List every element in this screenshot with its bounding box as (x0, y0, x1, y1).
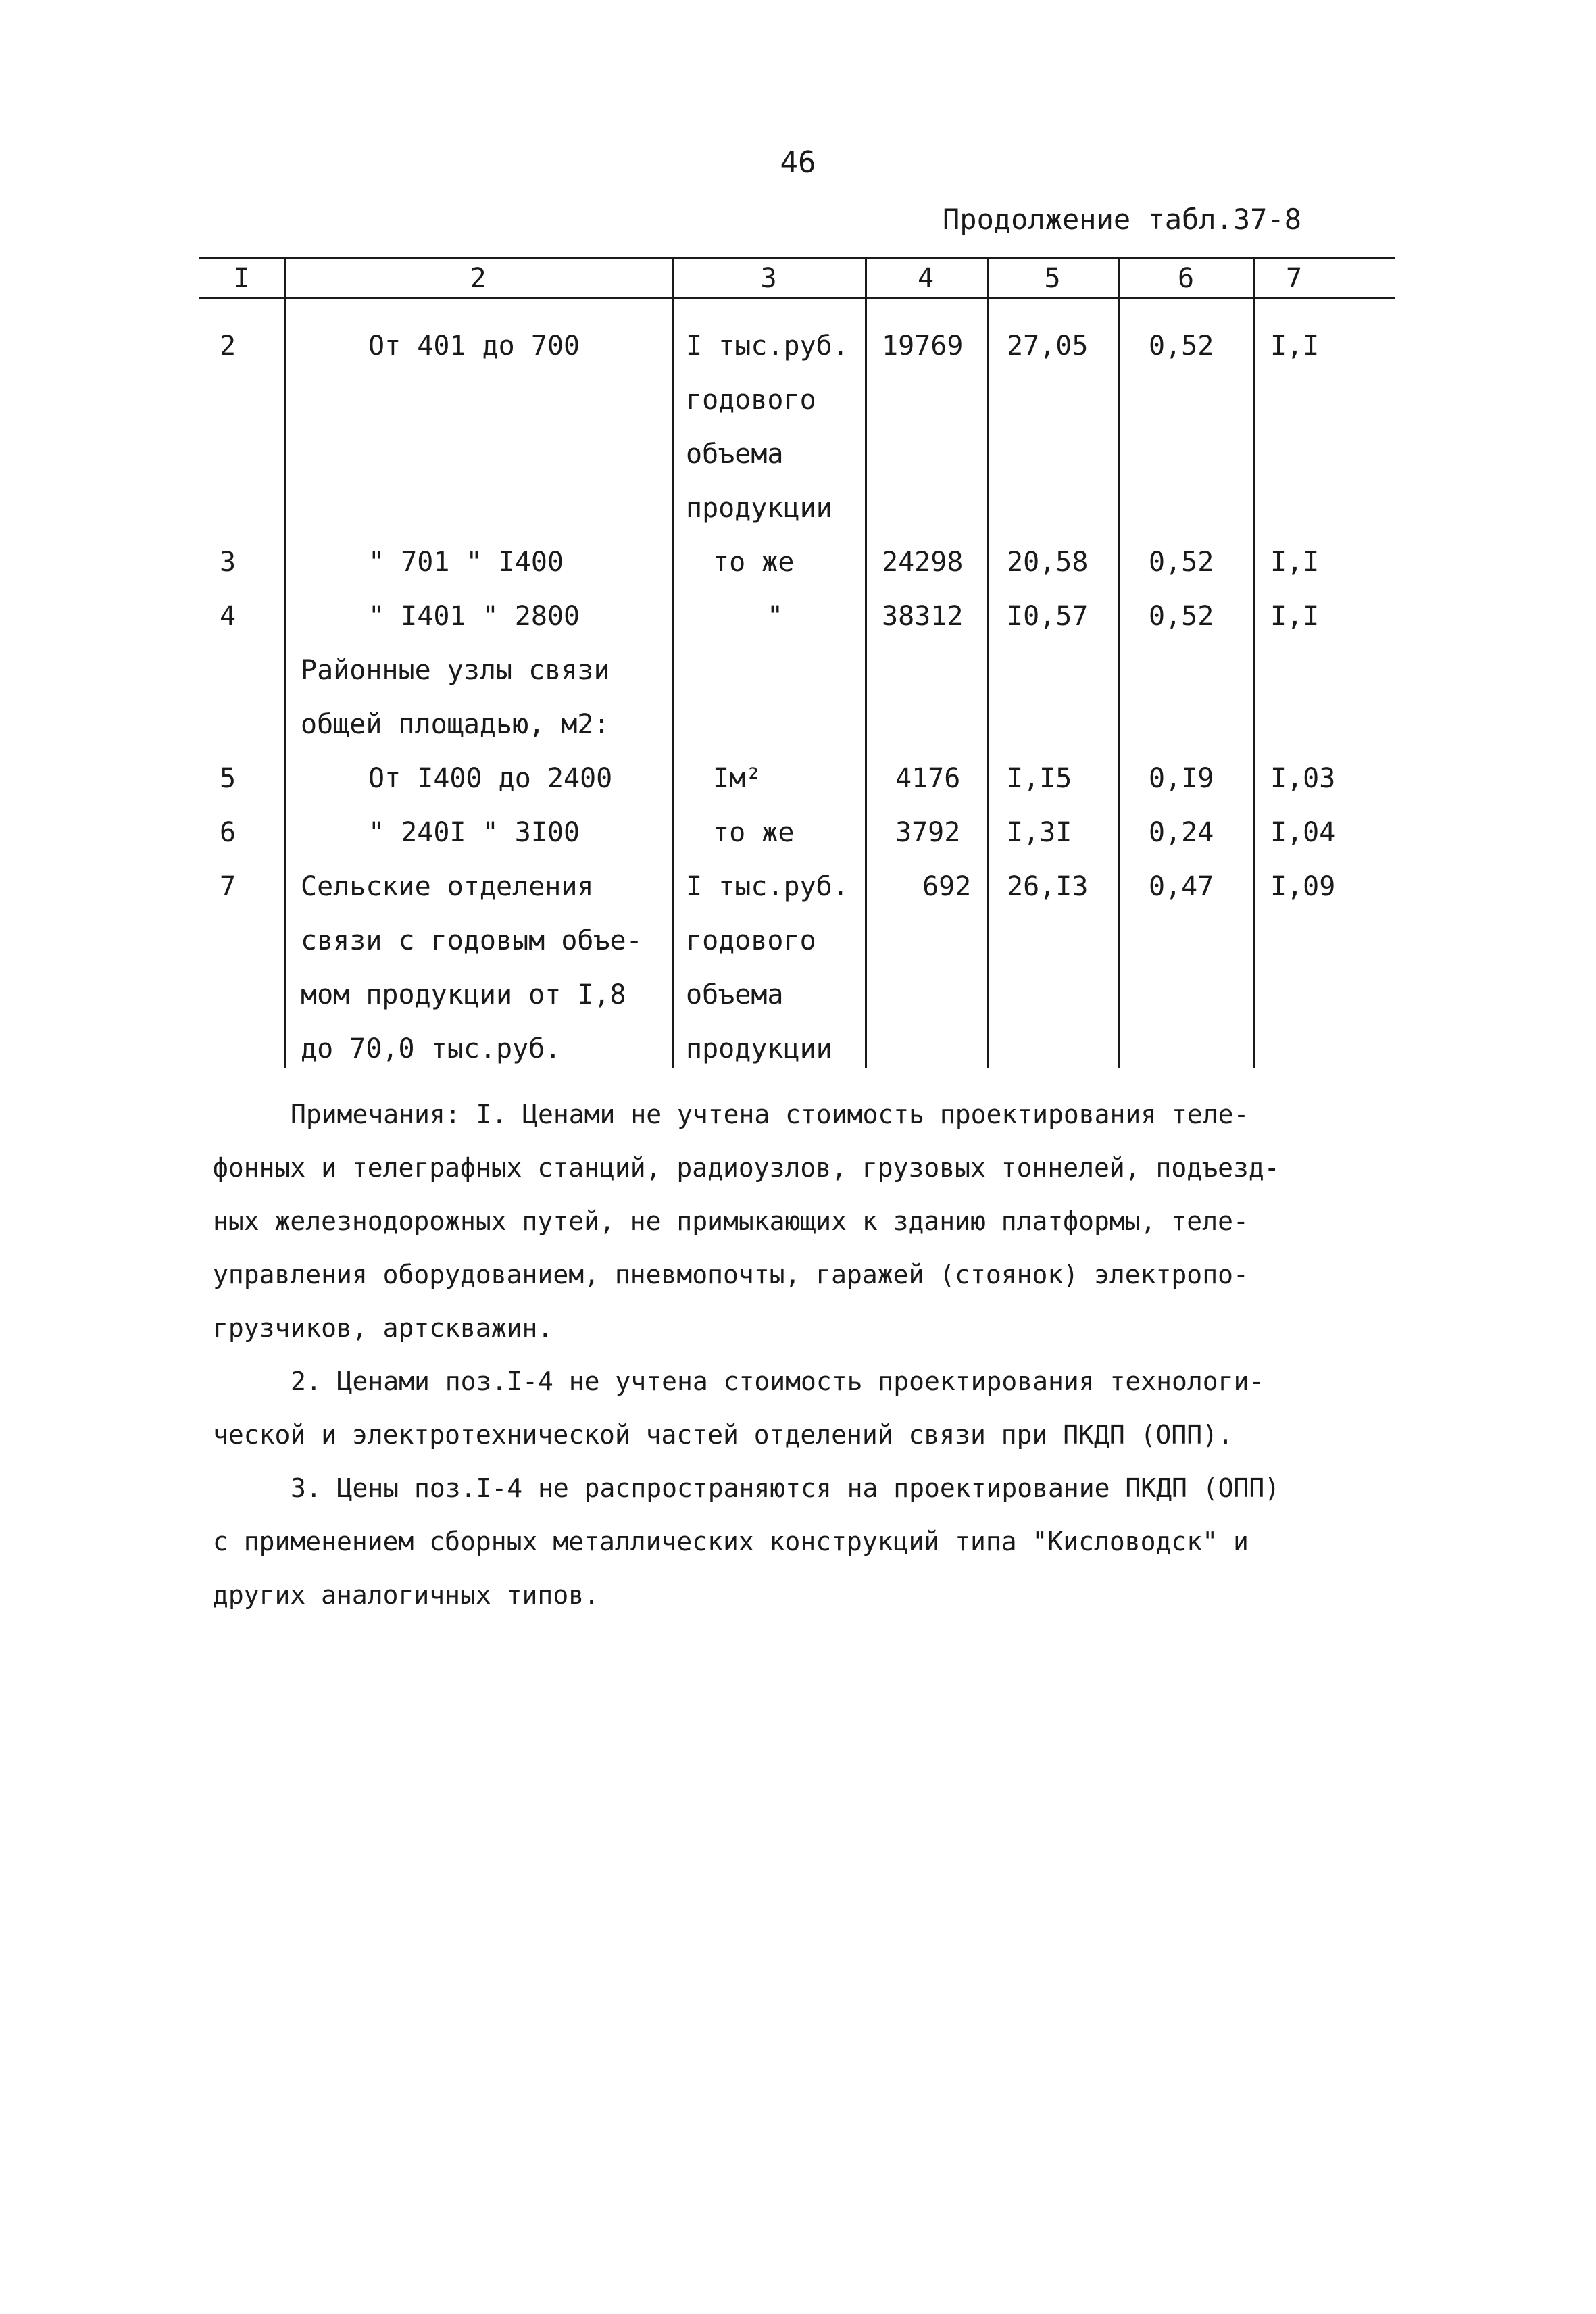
column-divider (987, 257, 989, 1068)
header-col-1: I (233, 263, 250, 294)
price-table (199, 257, 1395, 1068)
row-unit: годового (686, 925, 816, 956)
row-description: " I401 " 2800 (368, 601, 580, 632)
row-unit: продукции (686, 1033, 832, 1064)
row-unit: объема (686, 439, 784, 470)
row-value-col7: I,I (1270, 601, 1320, 632)
row-value-col6: 0,24 (1149, 817, 1214, 848)
row-value-col4: 3792 (895, 817, 961, 848)
row-unit: продукции (686, 493, 832, 524)
row-description: до 70,0 тыс.руб. (301, 1033, 562, 1064)
row-unit: I тыс.руб. (686, 330, 849, 362)
row-description: " 240I " 3I00 (368, 817, 580, 848)
group-heading: общей площадью, м2: (301, 709, 610, 740)
row-description: связи с годовым объе- (301, 925, 643, 956)
row-number: 4 (220, 601, 236, 632)
row-value-col6: 0,52 (1149, 547, 1214, 578)
row-number: 7 (220, 871, 236, 902)
row-value-col7: I,I (1270, 330, 1320, 362)
row-value-col4: 19769 (882, 330, 964, 362)
row-value-col7: I,03 (1270, 763, 1336, 794)
row-value-col6: 0,52 (1149, 330, 1214, 362)
row-value-col5: I,I5 (1007, 763, 1072, 794)
row-value-col7: I,I (1270, 547, 1320, 578)
row-number: 6 (220, 817, 236, 848)
row-value-col4: 692 (922, 871, 972, 902)
row-number: 3 (220, 547, 236, 578)
row-unit: то же (713, 547, 795, 578)
group-heading: Районные узлы связи (301, 655, 610, 686)
row-number: 5 (220, 763, 236, 794)
table-continuation-caption: Продолжение табл.37-8 (943, 203, 1302, 236)
row-value-col5: I,3I (1007, 817, 1072, 848)
column-divider (284, 257, 286, 1068)
note-line: Примечания: I. Ценами не учтена стоимость проектирования теле- (291, 1100, 1249, 1129)
header-col-3: 3 (760, 263, 777, 294)
note-line: 2. Ценами поз.I-4 не учтена стоимость проектирования технологи- (291, 1367, 1265, 1396)
header-col-4: 4 (917, 263, 934, 294)
column-divider (865, 257, 867, 1068)
row-value-col4: 4176 (895, 763, 961, 794)
note-line: с применением сборных металлических конструкций типа "Кисловодск" и (213, 1527, 1249, 1556)
page-number: 46 (780, 145, 816, 180)
row-unit: объема (686, 979, 784, 1010)
row-description: От I400 до 2400 (368, 763, 613, 794)
row-unit: I тыс.руб. (686, 871, 849, 902)
row-value-col7: I,09 (1270, 871, 1336, 902)
column-divider (1118, 257, 1120, 1068)
row-value-col6: 0,I9 (1149, 763, 1214, 794)
row-value-col7: I,04 (1270, 817, 1336, 848)
note-line: 3. Цены поз.I-4 не распространяются на проектирование ПКДП (ОПП) (291, 1473, 1280, 1503)
row-description: От 401 до 700 (368, 330, 580, 362)
note-line: ческой и электротехнической частей отделений связи при ПКДП (ОПП). (213, 1420, 1233, 1450)
row-value-col5: I0,57 (1007, 601, 1089, 632)
header-col-2: 2 (470, 263, 487, 294)
row-value-col5: 20,58 (1007, 547, 1089, 578)
notes-block (213, 1088, 1389, 1622)
row-description: Сельские отделения (301, 871, 594, 902)
row-value-col5: 26,I3 (1007, 871, 1089, 902)
note-line: других аналогичных типов. (213, 1580, 599, 1610)
row-unit: то же (713, 817, 795, 848)
table-header-rule (199, 297, 1395, 299)
row-unit: " (767, 601, 784, 632)
row-value-col4: 38312 (882, 601, 964, 632)
row-value-col6: 0,47 (1149, 871, 1214, 902)
row-value-col4: 24298 (882, 547, 964, 578)
row-number: 2 (220, 330, 236, 362)
note-line: управления оборудованием, пневмопочты, гаражей (стоянок) электропо- (213, 1260, 1249, 1289)
row-value-col5: 27,05 (1007, 330, 1089, 362)
note-line: грузчиков, артскважин. (213, 1313, 553, 1343)
table-top-rule (199, 257, 1395, 259)
column-divider (1253, 257, 1255, 1068)
header-col-5: 5 (1044, 263, 1061, 294)
row-unit: годового (686, 385, 816, 416)
row-value-col6: 0,52 (1149, 601, 1214, 632)
row-description: " 701 " I400 (368, 547, 564, 578)
note-line: фонных и телеграфных станций, радиоузлов, грузовых тоннелей, подъезд- (213, 1153, 1280, 1183)
column-divider (672, 257, 674, 1068)
note-line: ных железнодорожных путей, не примыкающих к зданию платформы, теле- (213, 1206, 1249, 1236)
row-description: мом продукции от I,8 (301, 979, 626, 1010)
row-unit: Iм² (713, 763, 762, 794)
header-col-6: 6 (1177, 263, 1195, 294)
header-col-7: 7 (1285, 263, 1303, 294)
